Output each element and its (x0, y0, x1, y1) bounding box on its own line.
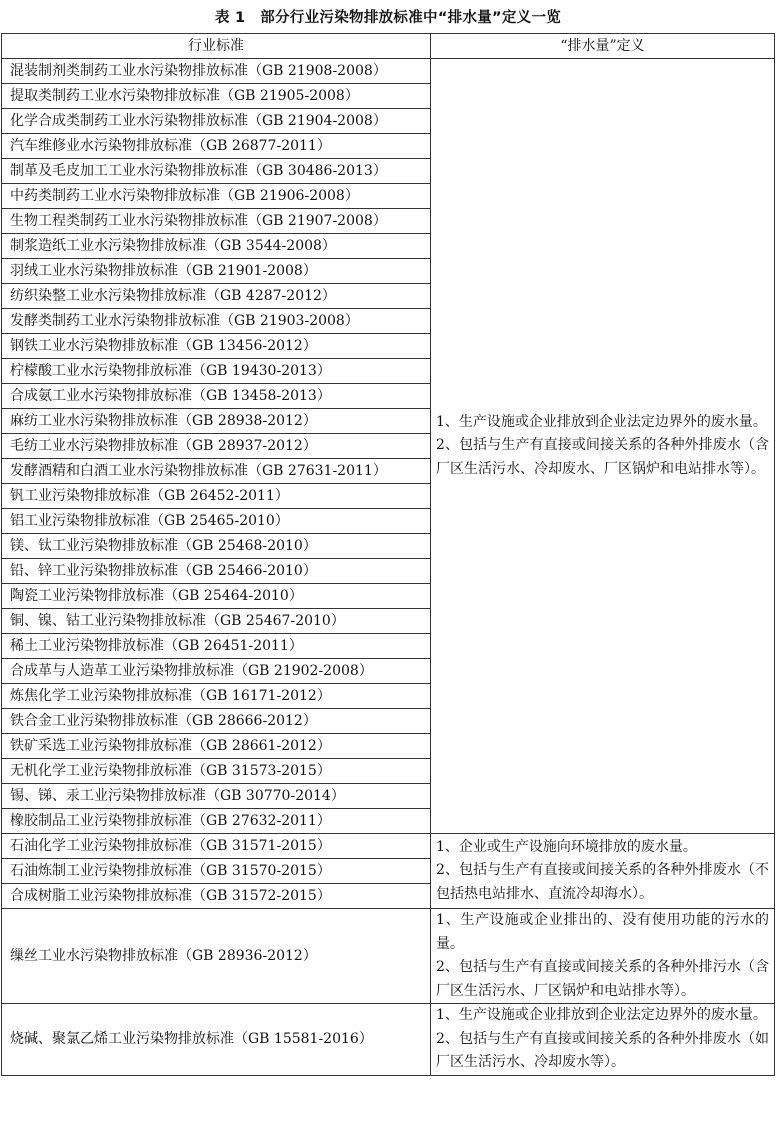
definition-item: 1、生产设施或企业排放到企业法定边界外的废水量。 (436, 1007, 767, 1023)
standard-cell: 发酵类制药工业水污染物排放标准（GB 21903-2008） (2, 309, 431, 334)
standard-cell: 发酵酒精和白酒工业水污染物排放标准（GB 27631-2011） (2, 459, 431, 484)
standard-cell: 石油炼制工业污染物排放标准（GB 31570-2015） (2, 859, 431, 884)
definition-item: 2、包括与生产有直接或间接关系的各种外排废水（不包括热电站排水、直流冷却海水）。 (436, 862, 769, 902)
definition-cell (431, 1004, 775, 1076)
standard-cell: 制浆造纸工业水污染物排放标准（GB 3544-2008） (2, 234, 431, 259)
table-body (2, 59, 775, 1076)
standard-cell: 制革及毛皮加工工业水污染物排放标准（GB 30486-2013） (2, 159, 431, 184)
definition-item: 2、包括与生产有直接或间接关系的各种外排废水（含厂区生活污水、冷却废水、厂区锅炉和电站排水等）。 (436, 437, 769, 477)
table-row (2, 1004, 775, 1076)
standard-cell: 汽车维修业水污染物排放标准（GB 26877-2011） (2, 134, 431, 159)
header-row (2, 34, 775, 59)
standard-cell: 铝工业污染物排放标准（GB 25465-2010） (2, 509, 431, 534)
standard-cell: 麻纺工业水污染物排放标准（GB 28938-2012） (2, 409, 431, 434)
standard-cell: 钢铁工业水污染物排放标准（GB 13456-2012） (2, 334, 431, 359)
standards-table (1, 33, 775, 1076)
standard-cell: 生物工程类制药工业水污染物排放标准（GB 21907-2008） (2, 209, 431, 234)
definition-item: 2、包括与生产有直接或间接关系的各种外排废水（如厂区生活污水、冷却废水等）。 (436, 1030, 769, 1070)
standard-cell: 锡、锑、汞工业污染物排放标准（GB 30770-2014） (2, 784, 431, 809)
standard-cell: 合成树脂工业污染物排放标准（GB 31572-2015） (2, 884, 431, 909)
definition-cell (431, 909, 775, 1004)
definition-cell (431, 59, 775, 834)
standard-cell: 柠檬酸工业水污染物排放标准（GB 19430-2013） (2, 359, 431, 384)
standard-cell: 陶瓷工业污染物排放标准（GB 25464-2010） (2, 584, 431, 609)
standard-cell: 合成氨工业水污染物排放标准（GB 13458-2013） (2, 384, 431, 409)
definition-item: 1、生产设施或企业排放到企业法定边界外的废水量。 (436, 413, 767, 430)
standard-cell: 铅、锌工业污染物排放标准（GB 25466-2010） (2, 559, 431, 584)
table-row (2, 59, 775, 84)
definition-item: 2、包括与生产有直接或间接关系的各种外排污水（含厂区生活污水、厂区锅炉和电站排水等）。 (436, 959, 769, 999)
standard-cell: 石油化学工业污染物排放标准（GB 31571-2015） (2, 834, 431, 859)
standard-cell: 毛纺工业水污染物排放标准（GB 28937-2012） (2, 434, 431, 459)
definition-cell (431, 834, 775, 909)
standard-cell: 中药类制药工业水污染物排放标准（GB 21906-2008） (2, 184, 431, 209)
standard-cell: 稀土工业污染物排放标准（GB 26451-2011） (2, 634, 431, 659)
standard-cell: 橡胶制品工业污染物排放标准（GB 27632-2011） (2, 809, 431, 834)
standard-cell: 合成革与人造革工业污染物排放标准（GB 21902-2008） (2, 659, 431, 684)
header-definition: “排水量”定义 (431, 34, 775, 59)
header-standard: 行业标准 (2, 34, 431, 59)
table-row (2, 834, 775, 859)
table-row (2, 909, 775, 1004)
standard-cell: 提取类制药工业水污染物排放标准（GB 21905-2008） (2, 84, 431, 109)
standard-cell: 炼焦化学工业污染物排放标准（GB 16171-2012） (2, 684, 431, 709)
standard-cell: 化学合成类制药工业水污染物排放标准（GB 21904-2008） (2, 109, 431, 134)
standard-cell: 烧碱、聚氯乙烯工业污染物排放标准（GB 15581-2016） (2, 1004, 431, 1076)
standard-cell: 缫丝工业水污染物排放标准（GB 28936-2012） (2, 909, 431, 1004)
standard-cell: 铁矿采选工业污染物排放标准（GB 28661-2012） (2, 734, 431, 759)
standard-cell: 镁、钛工业污染物排放标准（GB 25468-2010） (2, 534, 431, 559)
standard-cell: 钒工业污染物排放标准（GB 26452-2011） (2, 484, 431, 509)
standard-cell: 铁合金工业污染物排放标准（GB 28666-2012） (2, 709, 431, 734)
standard-cell: 羽绒工业水污染物排放标准（GB 21901-2008） (2, 259, 431, 284)
definition-item: 1、企业或生产设施向环境排放的废水量。 (436, 838, 697, 855)
standard-cell: 纺织染整工业水污染物排放标准（GB 4287-2012） (2, 284, 431, 309)
standard-cell: 混装制剂类制药工业水污染物排放标准（GB 21908-2008） (2, 59, 431, 84)
definition-item: 1、生产设施或企业排出的、没有使用功能的污水的量。 (436, 912, 769, 952)
standard-cell: 铜、镍、钴工业污染物排放标准（GB 25467-2010） (2, 609, 431, 634)
table-caption: 表 1 部分行业污染物排放标准中“排水量”定义一览 (214, 10, 562, 26)
standard-cell: 无机化学工业污染物排放标准（GB 31573-2015） (2, 759, 431, 784)
